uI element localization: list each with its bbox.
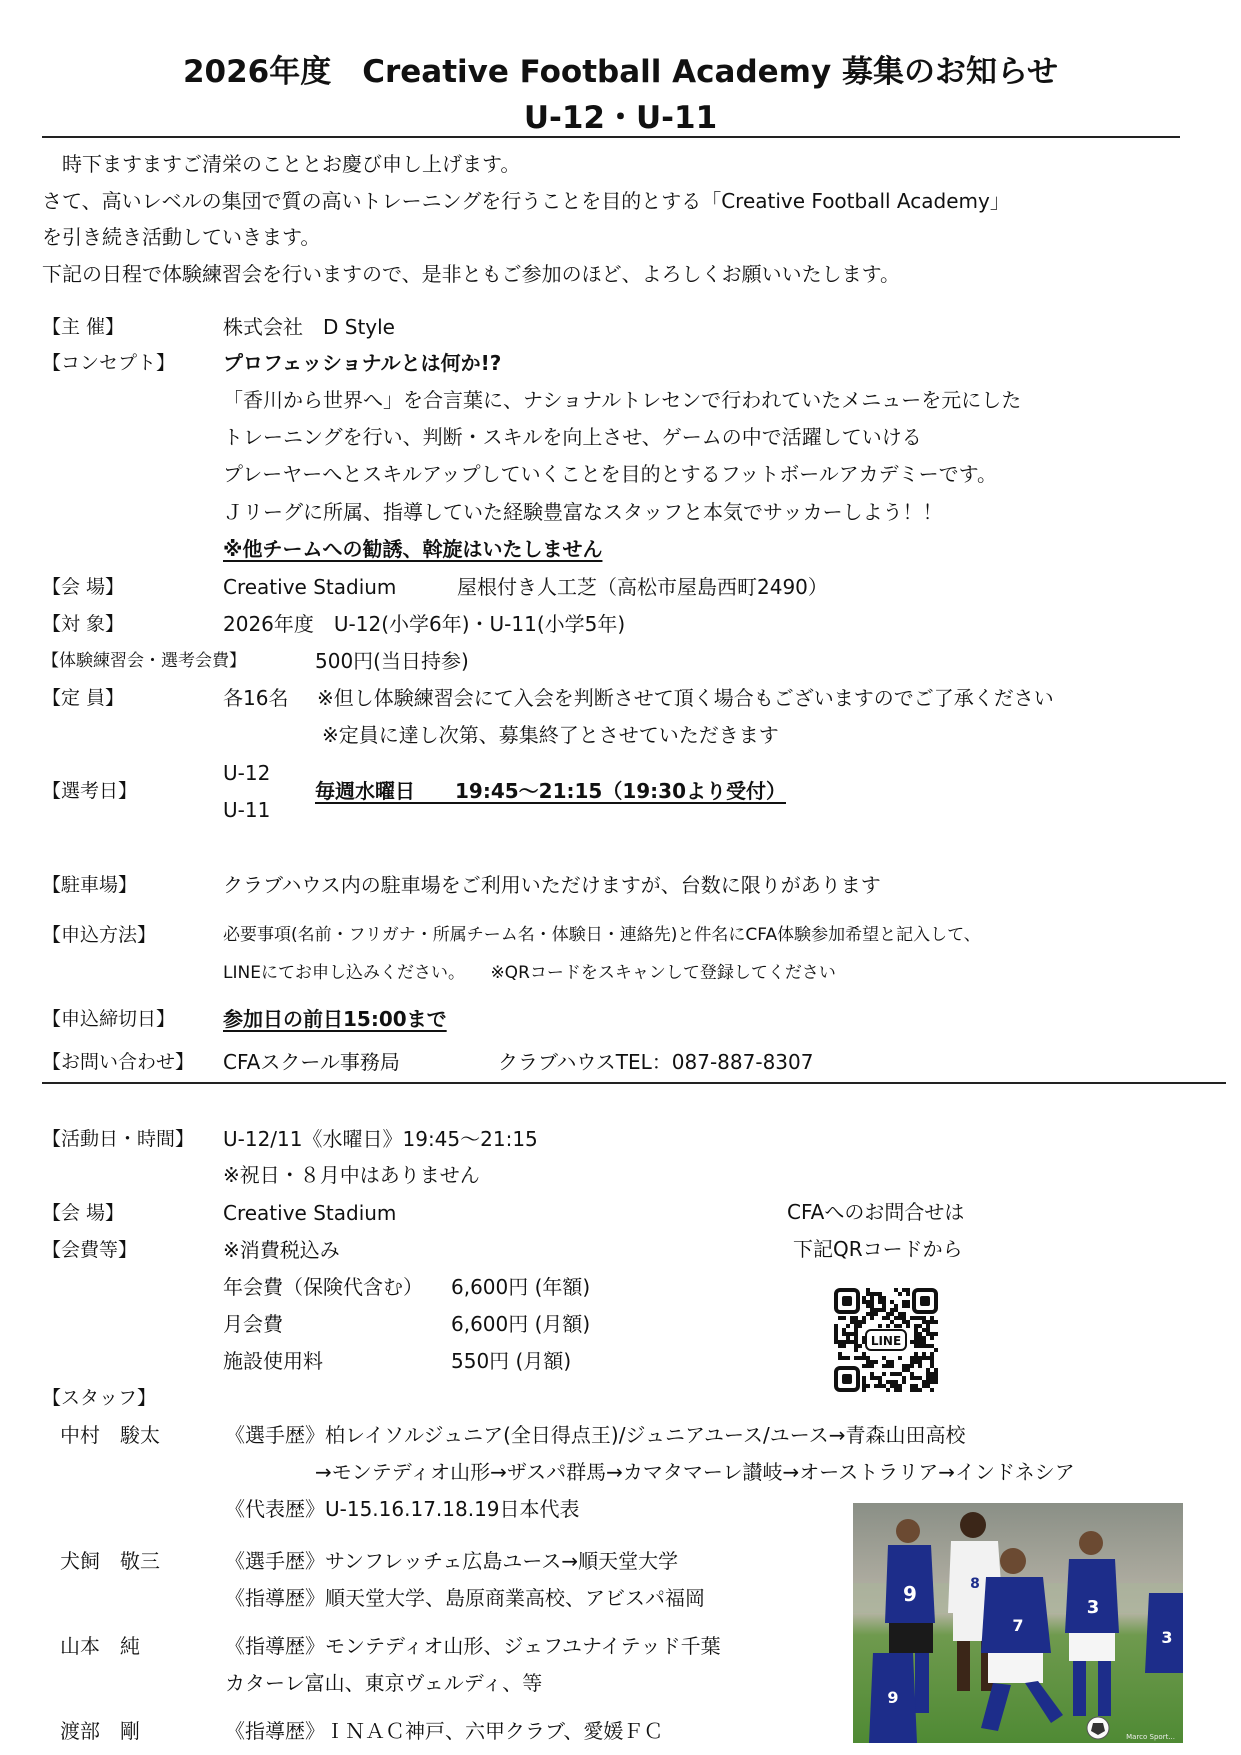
jersey-number: 8 [970, 1576, 980, 1592]
deadline-value: 参加日の前日15:00まで [223, 1007, 447, 1031]
staff-name: 犬飼 敬三 [60, 1549, 160, 1573]
fee-item-amount: 6,600円 (年額) [451, 1275, 591, 1299]
venue2-label: 【会 場】 [42, 1202, 125, 1224]
intro-line: さて、高いレベルの集団で質の高いトレーニングを行うことを目的とする「Creative Football Academy」 [42, 189, 1010, 213]
intro-line: を引き続き活動していきます。 [42, 225, 321, 249]
page-title: 2026年度 Creative Football Academy 募集のお知らせ [182, 54, 1059, 90]
qr-line-logo: LINE [870, 1334, 902, 1348]
apply-line: LINEにてお申し込みください。 ※QRコードをスキャンして登録してください [223, 963, 836, 983]
staff-name: 山本 純 [60, 1634, 140, 1658]
capacity-note: ※但し体験練習会にて入会を判断させて頂く場合もございますのでご了承ください [317, 686, 1054, 710]
concept-heading: プロフェッショナルとは何か!? [223, 351, 502, 375]
section-divider [42, 1082, 1226, 1084]
venue-detail: 屋根付き人工芝（高松市屋島西町2490） [457, 575, 828, 599]
concept-line: Ｊリーグに所属、指導していた経験豊富なスタッフと本気でサッカーしよう！！ [223, 500, 943, 524]
concept-note: ※他チームへの勧誘、斡旋はいたしません [223, 537, 603, 561]
soccer-match-photo [853, 1503, 1183, 1743]
selection-label: 【選考日】 [42, 780, 138, 802]
selection-schedule: 毎週水曜日 19:45～21:15（19:30より受付） [315, 779, 786, 803]
concept-line: プレーヤーへとスキルアップしていくことを目的とするフットボールアカデミーです。 [223, 462, 997, 486]
activity-note: ※祝日・８月中はありません [223, 1163, 480, 1187]
parking-value: クラブハウス内の駐車場をご利用いただけますが、台数に限りがあります [223, 873, 881, 897]
staff-career: 《指導歴》順天堂大学、島原商業高校、アビスパ福岡 [225, 1586, 705, 1610]
apply-label: 【申込方法】 [42, 924, 157, 946]
staff-career: 《指導歴》ＩＮＡＣ神戸、六甲クラブ、愛媛ＦＣ [225, 1719, 664, 1743]
fees-note: ※消費税込み [223, 1238, 340, 1262]
target-label: 【対 象】 [42, 613, 125, 635]
intro-line: 下記の日程で体験練習会を行いますので、是非ともご参加のほど、よろしくお願いいたします。 [42, 262, 900, 286]
selection-group: U-12 [223, 761, 271, 785]
fee-item-name: 月会費 [223, 1312, 283, 1336]
staff-career: 《指導歴》モンテディオ山形、ジェフユナイテッド千葉 [225, 1634, 721, 1658]
staff-career: 《選手歴》柏レイソルジュニア(全日得点王)/ジュニアユース/ユース→青森山田高校 [225, 1423, 966, 1447]
apply-line: 必要事項(名前・フリガナ・所属チーム名・体験日・連絡先)と件名にCFA体験参加希望と記入して、 [223, 925, 981, 945]
parking-label: 【駐車場】 [42, 874, 138, 896]
concept-line: 「香川から世界へ」を合言葉に、ナショナルトレセンで行われていたメニューを元にした [223, 388, 1022, 412]
qr-caption: CFAへのお問合せは [787, 1200, 965, 1224]
contact-office: CFAスクール事務局 [223, 1050, 400, 1074]
jersey-number: 9 [903, 1582, 917, 1606]
staff-career: カターレ富山、東京ヴェルディ、等 [225, 1671, 543, 1695]
jersey-number: 7 [1012, 1616, 1024, 1635]
intro-line: 時下ますますご清栄のこととお慶び申し上げます。 [42, 152, 521, 176]
activity-label: 【活動日・時間】 [42, 1128, 195, 1150]
activity-value: U-12/11《水曜日》19:45～21:15 [223, 1127, 538, 1151]
deadline-label: 【申込締切日】 [42, 1008, 176, 1030]
player-bottom-left [869, 1653, 917, 1743]
capacity-value: 各16名 [223, 686, 289, 710]
staff-label: 【スタッフ】 [42, 1387, 157, 1409]
fee-item-name: 年会費（保険代含む） [223, 1275, 423, 1299]
staff-career: 《代表歴》U-15.16.17.18.19日本代表 [225, 1497, 580, 1521]
jersey-number: 9 [887, 1688, 899, 1707]
jersey-number: 3 [1086, 1597, 1100, 1618]
capacity-note: ※定員に達し次第、募集終了とさせていただきます [322, 723, 779, 747]
player-far-right [1145, 1593, 1183, 1673]
header-divider [42, 136, 1180, 138]
venue2-value: Creative Stadium [223, 1201, 397, 1225]
fee-item-amount: 6,600円 (月額) [451, 1312, 591, 1336]
contact-label: 【お問い合わせ】 [42, 1051, 195, 1073]
qr-caption: 下記QRコードから [793, 1237, 963, 1261]
fee-value: 500円(当日持参) [315, 649, 469, 673]
venue-name: Creative Stadium [223, 575, 397, 599]
page-subtitle: U-12・U-11 [523, 100, 718, 136]
fee-item-name: 施設使用料 [223, 1349, 323, 1373]
venue-label: 【会 場】 [42, 576, 125, 598]
capacity-label: 【定 員】 [42, 687, 125, 709]
fee-item-amount: 550円 (月額) [451, 1349, 572, 1373]
staff-career: →モンテディオ山形→ザスパ群馬→カマタマーレ讃岐→オーストラリア→インドネシア [315, 1460, 1075, 1484]
fee-label: 【体験練習会・選考会費】 [42, 651, 246, 671]
selection-group: U-11 [223, 798, 271, 822]
photo-watermark: Marco Sport... [1126, 1733, 1175, 1741]
contact-tel: クラブハウスTEL：087-887-8307 [498, 1050, 814, 1074]
staff-name: 渡部 剛 [60, 1719, 140, 1743]
staff-name: 中村 駿太 [60, 1423, 160, 1447]
concept-label: 【コンセプト】 [42, 352, 176, 374]
target-value: 2026年度 U-12(小学6年)・U-11(小学5年) [223, 612, 626, 636]
concept-line: トレーニングを行い、判断・スキルを向上させ、ゲームの中で活躍していける [223, 425, 922, 449]
staff-career: 《選手歴》サンフレッチェ広島ユース→順天堂大学 [225, 1549, 679, 1573]
jersey-number: 3 [1161, 1628, 1173, 1647]
fees-label: 【会費等】 [42, 1239, 138, 1261]
organizer-value: 株式会社 D Style [223, 315, 395, 339]
line-qr-code[interactable] [833, 1287, 939, 1393]
organizer-label: 【主 催】 [42, 316, 125, 338]
soccer-ball [1087, 1717, 1109, 1739]
